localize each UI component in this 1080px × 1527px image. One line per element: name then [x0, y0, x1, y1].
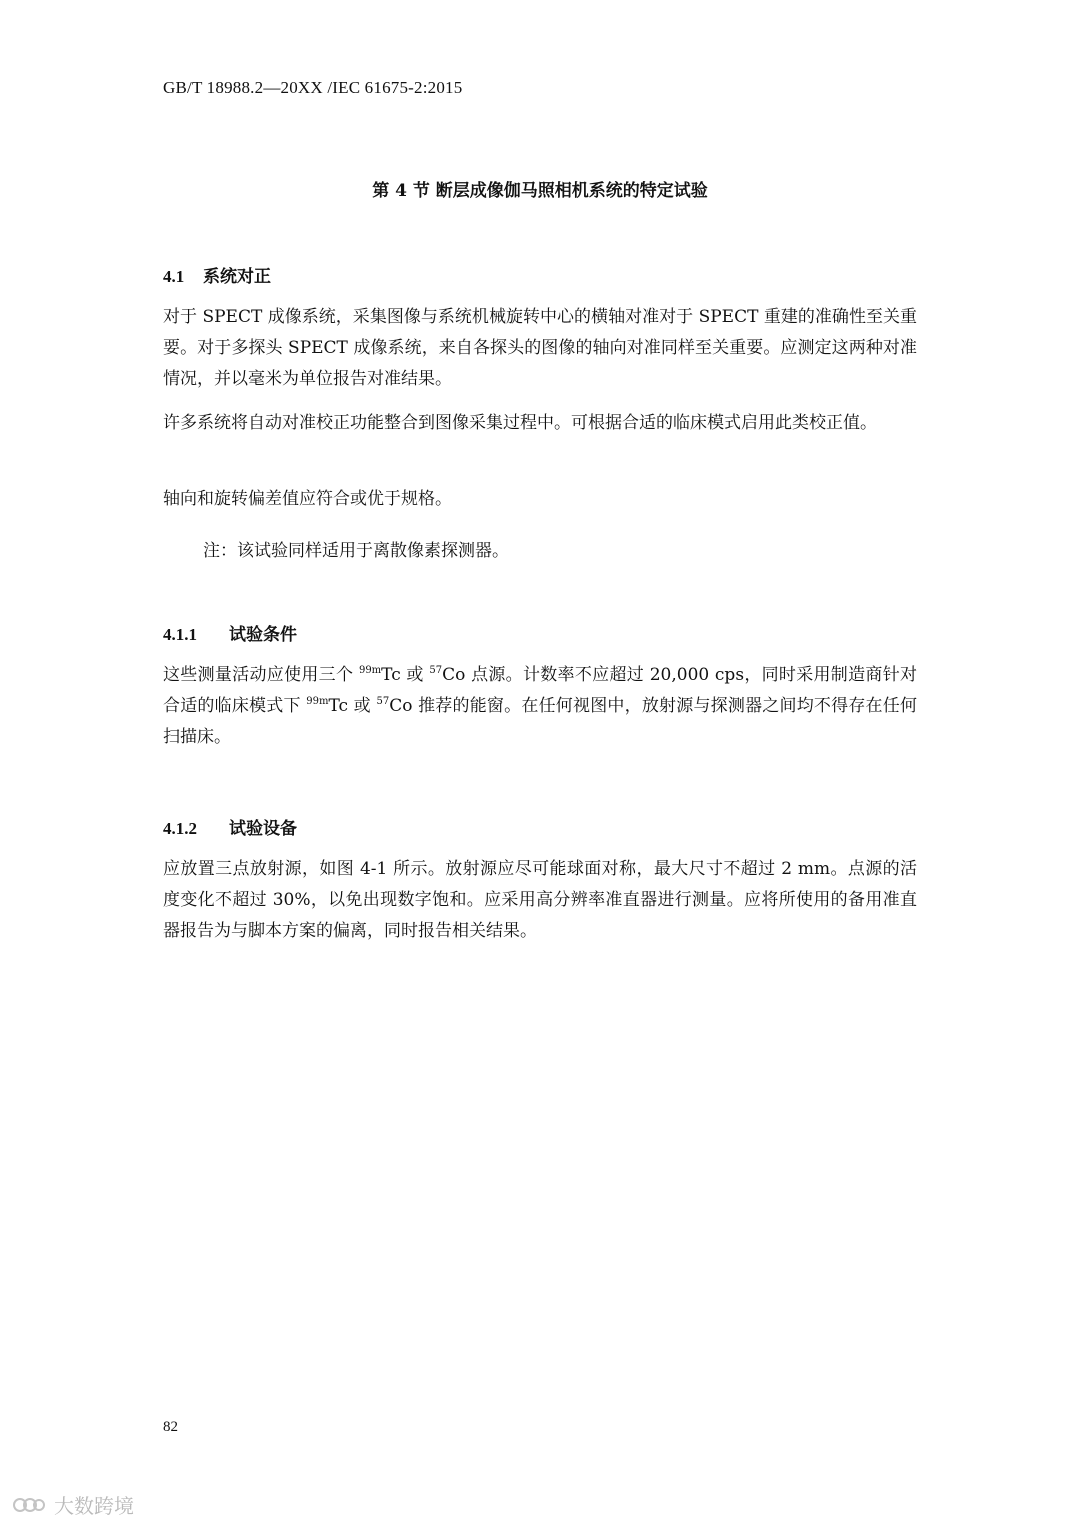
paragraph-4-1-2: 许多系统将自动对准校正功能整合到图像采集过程中。可根据合适的临床模式启用此类校正值。	[163, 413, 877, 433]
heading-number: 4.1.1	[163, 625, 197, 644]
watermark	[12, 1490, 134, 1519]
text-run: Co 推荐的能窗。在任何视图中，放射源与探测器之间均不得存在任何扫描床。	[163, 696, 917, 747]
paragraph-test-conditions	[163, 660, 917, 753]
paragraph-4-1-3: 轴向和旋转偏差值应符合或优于规格。	[163, 489, 452, 509]
page-number: 82	[163, 1419, 178, 1435]
watermark-text: 大数跨境	[54, 1494, 134, 1518]
isotope-superscript: 57	[429, 665, 443, 676]
heading-number: 4.1.2	[163, 819, 197, 838]
section-title: 第 4 节 断层成像伽马照相机系统的特定试验	[372, 181, 708, 201]
note: 注：该试验同样适用于离散像素探测器。	[203, 541, 509, 561]
isotope-superscript: 57	[376, 696, 390, 707]
paragraph-4-1-1: 对于 SPECT 成像系统，采集图像与系统机械旋转中心的横轴对准对于 SPECT 重建的准确性至关重要。对于多探头 SPECT 成像系统，来自各探头的图像的轴向对准同样至关重要。应测定这两种对准情况，并以毫米为单位报告对准结果。	[163, 307, 917, 389]
watermark-logo-icon	[12, 1494, 46, 1516]
heading-title: 系统对正	[203, 267, 271, 287]
text-run: 这些测量活动应使用三个	[163, 665, 359, 685]
document-header: GB/T 18988.2—20XX /IEC 61675-2:2015	[163, 78, 463, 97]
heading-title: 试验设备	[229, 819, 297, 839]
text-run: Tc 或	[381, 665, 430, 685]
isotope-superscript: 99m	[306, 696, 329, 707]
heading-title: 试验条件	[229, 625, 297, 645]
heading-4-1-1	[163, 620, 297, 645]
text-run: Co 点源。计数率不应超过 20,000 cps，同时采用制造商针对合适的临床模式下	[163, 665, 917, 716]
heading-number: 4.1	[163, 267, 185, 286]
text-run: Tc 或	[328, 696, 377, 716]
isotope-superscript: 99m	[358, 665, 382, 676]
heading-4-1-2	[163, 814, 297, 839]
paragraph-test-equipment: 应放置三点放射源，如图 4-1 所示。放射源应尽可能球面对称，最大尺寸不超过 2 mm。点源的活度变化不超过 30%，以免出现数字饱和。应采用高分辨率准直器进行测量。应将所使用的备用准直器报告为与脚本方案的偏离，同时报告相关结果。	[163, 859, 917, 941]
heading-4-1	[163, 262, 271, 287]
